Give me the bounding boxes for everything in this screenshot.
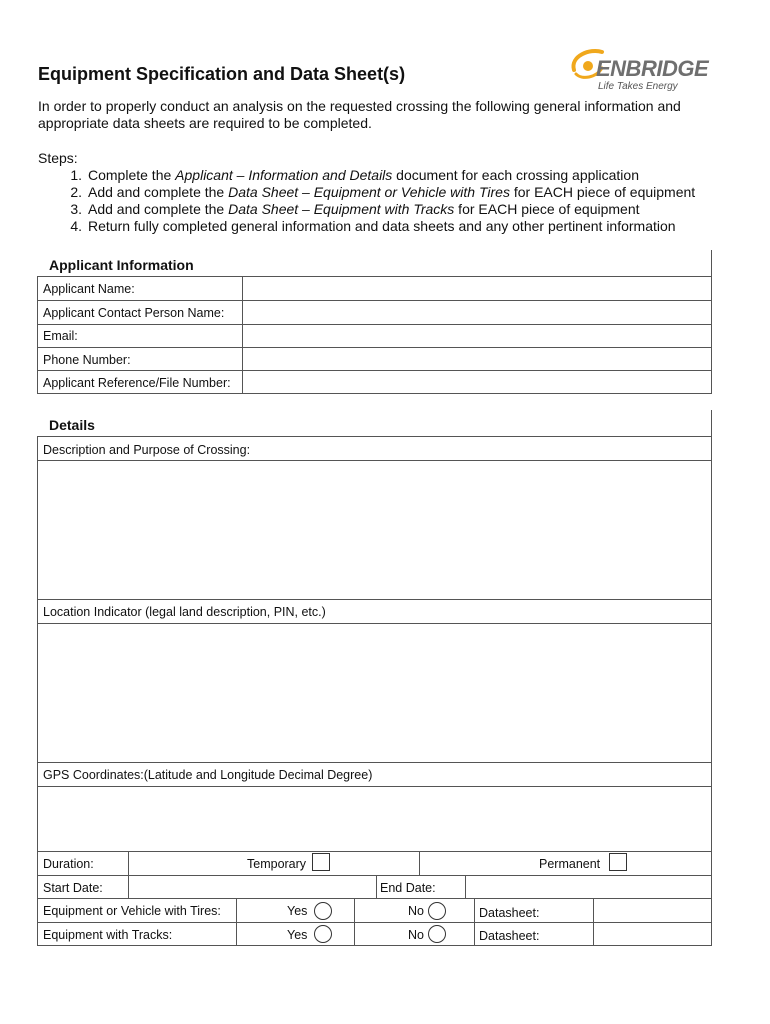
- applicant-name-label: Applicant Name:: [43, 282, 135, 296]
- page-title: Equipment Specification and Data Sheet(s): [38, 64, 406, 84]
- intro-paragraph: In order to properly conduct an analysis on the requested crossing the following general information and appropriate data sheets are required to be completed.: [38, 98, 681, 131]
- details-table: [37, 436, 712, 946]
- steps-list: [38, 167, 695, 235]
- start-date-field[interactable]: [129, 876, 375, 898]
- applicant-name-field[interactable]: [243, 277, 711, 300]
- permanent-label: Permanent: [539, 857, 601, 871]
- gps-field[interactable]: [38, 787, 711, 851]
- tires-label: Equipment or Vehicle with Tires:: [43, 904, 221, 918]
- tires-yes-label: Yes: [287, 904, 308, 918]
- tracks-label: Equipment with Tracks:: [43, 928, 173, 942]
- start-date-label: Start Date:: [43, 881, 103, 895]
- end-date-label: End Date:: [380, 881, 436, 895]
- phone-field[interactable]: [243, 348, 711, 370]
- step-item: 3. Add and complete the Data Sheet – Equipment with Tracks for EACH piece of equipment: [70, 201, 640, 217]
- description-label: Description and Purpose of Crossing:: [43, 443, 251, 457]
- email-field[interactable]: [243, 325, 711, 347]
- step-item: 4. Return fully completed general information and data sheets and any other pertinent information: [70, 218, 676, 234]
- duration-label: Duration:: [43, 857, 94, 871]
- step-item: 1. Complete the Applicant – Information and Details document for each crossing application: [70, 167, 639, 183]
- step-item: 2. Add and complete the Data Sheet – Equipment or Vehicle with Tires for EACH piece of equipment: [70, 184, 696, 200]
- details-heading: Details: [49, 417, 95, 433]
- location-field[interactable]: [38, 624, 711, 762]
- temporary-label: Temporary: [247, 857, 307, 871]
- divider: [711, 410, 712, 436]
- tires-datasheet-field[interactable]: [594, 899, 711, 922]
- gps-label: GPS Coordinates:(Latitude and Longitude Decimal Degree): [43, 768, 373, 782]
- tracks-datasheet-field[interactable]: [594, 923, 711, 945]
- tracks-yes-radio[interactable]: [314, 925, 332, 943]
- enbridge-logo: [568, 44, 728, 94]
- reference-field[interactable]: [243, 371, 711, 393]
- permanent-checkbox[interactable]: [609, 853, 627, 871]
- applicant-heading: Applicant Information: [49, 257, 194, 273]
- contact-person-field[interactable]: [243, 301, 711, 324]
- divider: [711, 250, 712, 276]
- logo-tagline: Life Takes Energy: [598, 81, 678, 92]
- tires-no-radio[interactable]: [428, 902, 446, 920]
- steps-label: Steps:: [38, 150, 78, 166]
- phone-label: Phone Number:: [43, 353, 131, 367]
- tracks-no-label: No: [408, 928, 424, 942]
- tires-no-label: No: [408, 904, 424, 918]
- description-field[interactable]: [38, 461, 711, 599]
- reference-label: Applicant Reference/File Number:: [43, 376, 231, 390]
- logo-wordmark: ENBRIDGE: [596, 56, 709, 81]
- tracks-yes-label: Yes: [287, 928, 308, 942]
- tires-datasheet-label: Datasheet:: [479, 906, 540, 920]
- applicant-table: [37, 276, 712, 394]
- tracks-datasheet-label: Datasheet:: [479, 929, 540, 943]
- temporary-checkbox[interactable]: [312, 853, 330, 871]
- end-date-field[interactable]: [466, 876, 711, 898]
- contact-person-label: Applicant Contact Person Name:: [43, 306, 225, 320]
- tires-yes-radio[interactable]: [314, 902, 332, 920]
- tracks-no-radio[interactable]: [428, 925, 446, 943]
- location-label: Location Indicator (legal land description, PIN, etc.): [43, 605, 326, 619]
- email-label: Email:: [43, 329, 78, 343]
